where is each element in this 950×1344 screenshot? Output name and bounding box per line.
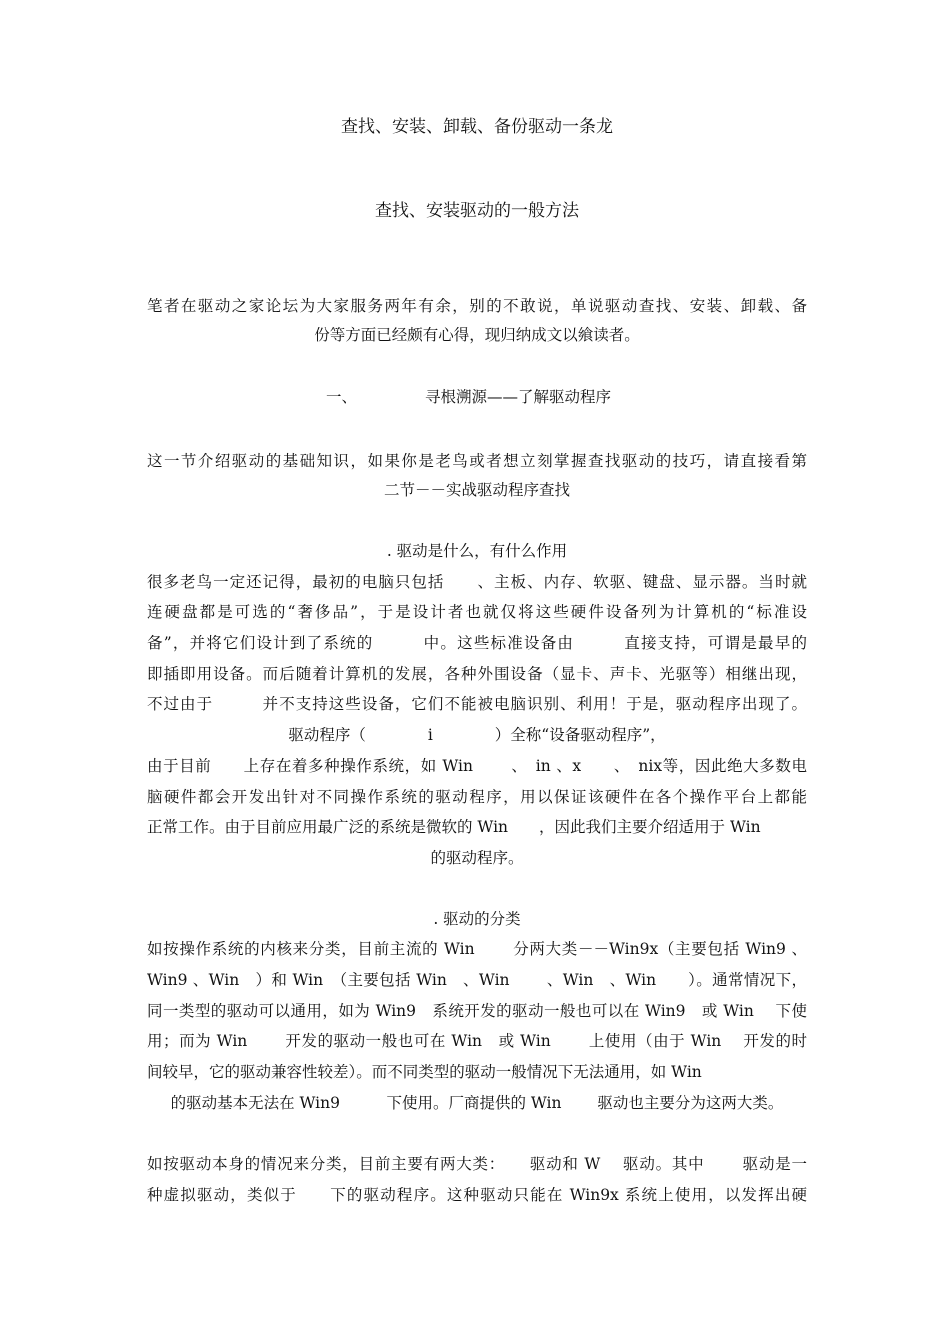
sub1-line: 不过由于 并不支持这些设备，它们不能被电脑识别、利用！于是，驱动程序出现了。 (147, 695, 807, 713)
document-title: 查找、安装、卸载、备份驱动一条龙 (341, 117, 613, 137)
section-1-number: 一、 (326, 388, 358, 406)
intro-line-1: 笔者在驱动之家论坛为大家服务两年有余，别的不敢说，单说驱动查找、安装、卸载、备 (147, 297, 807, 315)
section-subtitle: 查找、安装驱动的一般方法 (375, 201, 579, 221)
sub1-line: 由于目前 上存在着多种操作系统，如 Win 、 in 、x 、 nix等，因此绝大多数电 (147, 757, 807, 775)
intro-line-2: 份等方面已经颇有心得，现归纳成文以飨读者。 (314, 326, 640, 344)
section-1-intro-line-1: 这一节介绍驱动的基础知识，如果你是老鸟或者想立刻掌握查找驱动的技巧，请直接看第 (147, 452, 807, 470)
sub1-line: 很多老鸟一定还记得，最初的电脑只包括 、主板、内存、软驱、键盘、显示器。当时就 (147, 573, 807, 591)
sub1-line: 正常工作。由于目前应用最广泛的系统是微软的 Win ，因此我们主要介绍适用于 Win (147, 818, 761, 836)
sub1-line: 连硬盘都是可选的“奢侈品”，于是设计者也就仅将这些硬件设备列为计算机的“标准设 (147, 603, 807, 621)
sub1-line: 即插即用设备。而后随着计算机的发展，各种外围设备（显卡、声卡、光驱等）相继出现， (147, 665, 807, 683)
para3-line: 如按驱动本身的情况来分类，目前主要有两大类： 驱动和 W 驱动。其中 驱动是一 (147, 1155, 807, 1173)
sub2-line: 的驱动基本无法在 Win9 下使用。厂商提供的 Win 驱动也主要分为这两大类。 (170, 1094, 784, 1112)
subsection-2-heading: . 驱动的分类 (433, 910, 521, 928)
sub1-line: 脑硬件都会开发出针对不同操作系统的驱动程序，用以保证该硬件在各个操作平台上都能 (147, 788, 807, 806)
sub1-line: 驱动程序（ i ）全称“设备驱动程序”， (288, 726, 666, 744)
subsection-1-heading: . 驱动是什么，有什么作用 (386, 542, 568, 560)
sub1-line: 备”，并将它们设计到了系统的 中。这些标准设备由 直接支持，可谓是最早的 (147, 634, 807, 652)
sub2-line: 用；而为 Win 开发的驱动一般也可在 Win 或 Win 上使用（由于 Win 开发的时 (147, 1032, 807, 1050)
para3-line: 种虚拟驱动，类似于 下的驱动程序。这种驱动只能在 Win9x 系统上使用，以发挥出硬 (147, 1186, 807, 1204)
sub2-line: Win9 、Win ）和 Win （主要包括 Win 、Win 、Win 、Win ）。通常情况下， (147, 971, 807, 989)
section-1-title: 寻根溯源——了解驱动程序 (425, 388, 612, 406)
sub1-line: 的驱动程序。 (430, 849, 524, 867)
sub2-line: 如按操作系统的内核来分类，目前主流的 Win 分两大类－－Win9x（主要包括 Win9 、 (147, 940, 807, 958)
section-1-intro-line-2: 二节－－实战驱动程序查找 (383, 481, 570, 499)
sub2-line: 同一类型的驱动可以通用，如为 Win9 系统开发的驱动一般也可以在 Win9 或 Win 下使 (147, 1002, 807, 1020)
sub2-line: 间较早，它的驱动兼容性较差）。而不同类型的驱动一般情况下无法通用，如 Win (147, 1063, 702, 1081)
